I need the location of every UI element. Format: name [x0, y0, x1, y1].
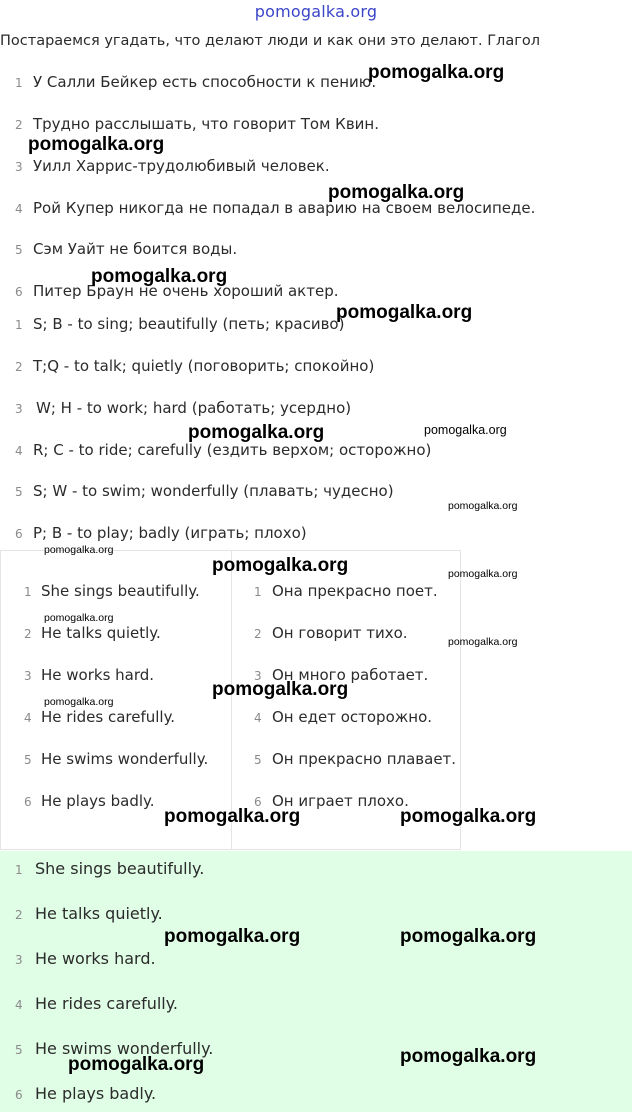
table-row-number: 1	[24, 585, 32, 599]
table-row-number: 1	[254, 585, 262, 599]
table-cell-russian: Он много работает.	[272, 666, 429, 684]
watermark-text: pomogalka.org	[91, 266, 228, 287]
table-cell-english: He works hard.	[41, 666, 155, 684]
verb-pair-number: 2	[15, 360, 23, 374]
table-cell-russian: Он говорит тихо.	[272, 624, 408, 642]
sentence-number: 5	[15, 243, 23, 257]
verb-pair-text: T;Q - to talk; quietly (поговорить; спокойно)	[33, 357, 375, 375]
table-cell-russian: Он едет осторожно.	[272, 708, 433, 726]
watermark-text: pomogalka.org	[400, 1046, 537, 1067]
table-row-number: 4	[24, 711, 32, 725]
table-row-number: 3	[254, 669, 262, 683]
verb-pair-text: W; H - to work; hard (работать; усердно)	[36, 399, 352, 417]
verb-pair-number: 1	[15, 318, 23, 332]
table-cell-english: She sings beautifully.	[41, 582, 200, 600]
watermark-text: pomogalka.org	[448, 568, 518, 580]
task-intro: Постараемся угадать, что делают люди и как они это делают. Глагол	[0, 33, 540, 49]
verb-pair-text: P; B - to play; badly (играть; плохо)	[33, 524, 307, 542]
answer-number: 5	[15, 1043, 23, 1057]
watermark-text: pomogalka.org	[400, 926, 537, 947]
watermark-text: pomogalka.org	[44, 612, 114, 624]
watermark-text: pomogalka.org	[68, 1054, 205, 1075]
answer-number: 1	[15, 863, 23, 877]
sentence-number: 6	[15, 285, 23, 299]
table-row-number: 2	[254, 627, 262, 641]
watermark-text: pomogalka.org	[424, 423, 507, 437]
sentence-text: Рой Купер никогда не попадал в аварию на своем велосипеде.	[33, 199, 536, 217]
answer-text: He swims wonderfully.	[35, 1039, 214, 1058]
verb-pair-text: S; B - to sing; beautifully (петь; красиво)	[33, 315, 345, 333]
table-row-number: 5	[24, 753, 32, 767]
table-row-number: 2	[24, 627, 32, 641]
watermark-text: pomogalka.org	[448, 636, 518, 648]
verb-pair-number: 3	[15, 402, 23, 416]
site-title: pomogalka.org	[254, 2, 378, 21]
answer-number: 6	[15, 1088, 23, 1102]
table-cell-english: He plays badly.	[41, 792, 155, 810]
verb-pair-text: S; W - to swim; wonderfully (плавать; чудесно)	[33, 482, 394, 500]
sentence-text: Уилл Харрис-трудолюбивый человек.	[33, 157, 330, 175]
table-cell-russian: Он играет плохо.	[272, 792, 409, 810]
table-cell-english: He talks quietly.	[41, 624, 161, 642]
answer-text: He plays badly.	[35, 1084, 157, 1103]
watermark-text: pomogalka.org	[400, 806, 537, 827]
watermark-text: pomogalka.org	[336, 302, 473, 323]
answer-text: He talks quietly.	[35, 904, 163, 923]
table-row-number: 4	[254, 711, 262, 725]
table-row-number: 3	[24, 669, 32, 683]
verb-pair-number: 4	[15, 444, 23, 458]
watermark-text: pomogalka.org	[328, 182, 465, 203]
answer-text: He rides carefully.	[35, 994, 179, 1013]
watermark-text: pomogalka.org	[188, 422, 325, 443]
verb-pair-number: 6	[15, 527, 23, 541]
watermark-text: pomogalka.org	[28, 134, 165, 155]
answer-number: 2	[15, 908, 23, 922]
watermark-text: pomogalka.org	[368, 62, 505, 83]
verb-pair-number: 5	[15, 485, 23, 499]
sentence-number: 4	[15, 202, 23, 216]
table-cell-english: He swims wonderfully.	[41, 750, 209, 768]
answer-text: He works hard.	[35, 949, 156, 968]
table-cell-russian: Она прекрасно поет.	[272, 582, 438, 600]
answer-number: 3	[15, 953, 23, 967]
table-cell-russian: Он прекрасно плавает.	[272, 750, 457, 768]
sentence-number: 2	[15, 118, 23, 132]
table-row-number: 6	[254, 795, 262, 809]
sentence-text: У Салли Бейкер есть способности к пению.	[33, 73, 377, 91]
table-cell-english: He rides carefully.	[41, 708, 176, 726]
watermark-text: pomogalka.org	[164, 806, 301, 827]
answer-number: 4	[15, 998, 23, 1012]
sentence-number: 3	[15, 160, 23, 174]
sentence-number: 1	[15, 76, 23, 90]
watermark-text: pomogalka.org	[448, 500, 518, 512]
sentence-text: Трудно расслышать, что говорит Том Квин.	[33, 115, 379, 133]
watermark-text: pomogalka.org	[164, 926, 301, 947]
watermark-text: pomogalka.org	[212, 679, 349, 700]
watermark-text: pomogalka.org	[44, 696, 114, 708]
table-row-number: 6	[24, 795, 32, 809]
sentence-text: Сэм Уайт не боится воды.	[33, 240, 238, 258]
watermark-text: pomogalka.org	[44, 544, 114, 556]
table-row-number: 5	[254, 753, 262, 767]
sentence-text: Питер Браун не очень хороший актер.	[33, 282, 339, 300]
watermark-text: pomogalka.org	[212, 555, 349, 576]
answer-text: She sings beautifully.	[35, 859, 205, 878]
verb-pair-text: R; C - to ride; carefully (ездить верхом; осторожно)	[33, 441, 432, 459]
